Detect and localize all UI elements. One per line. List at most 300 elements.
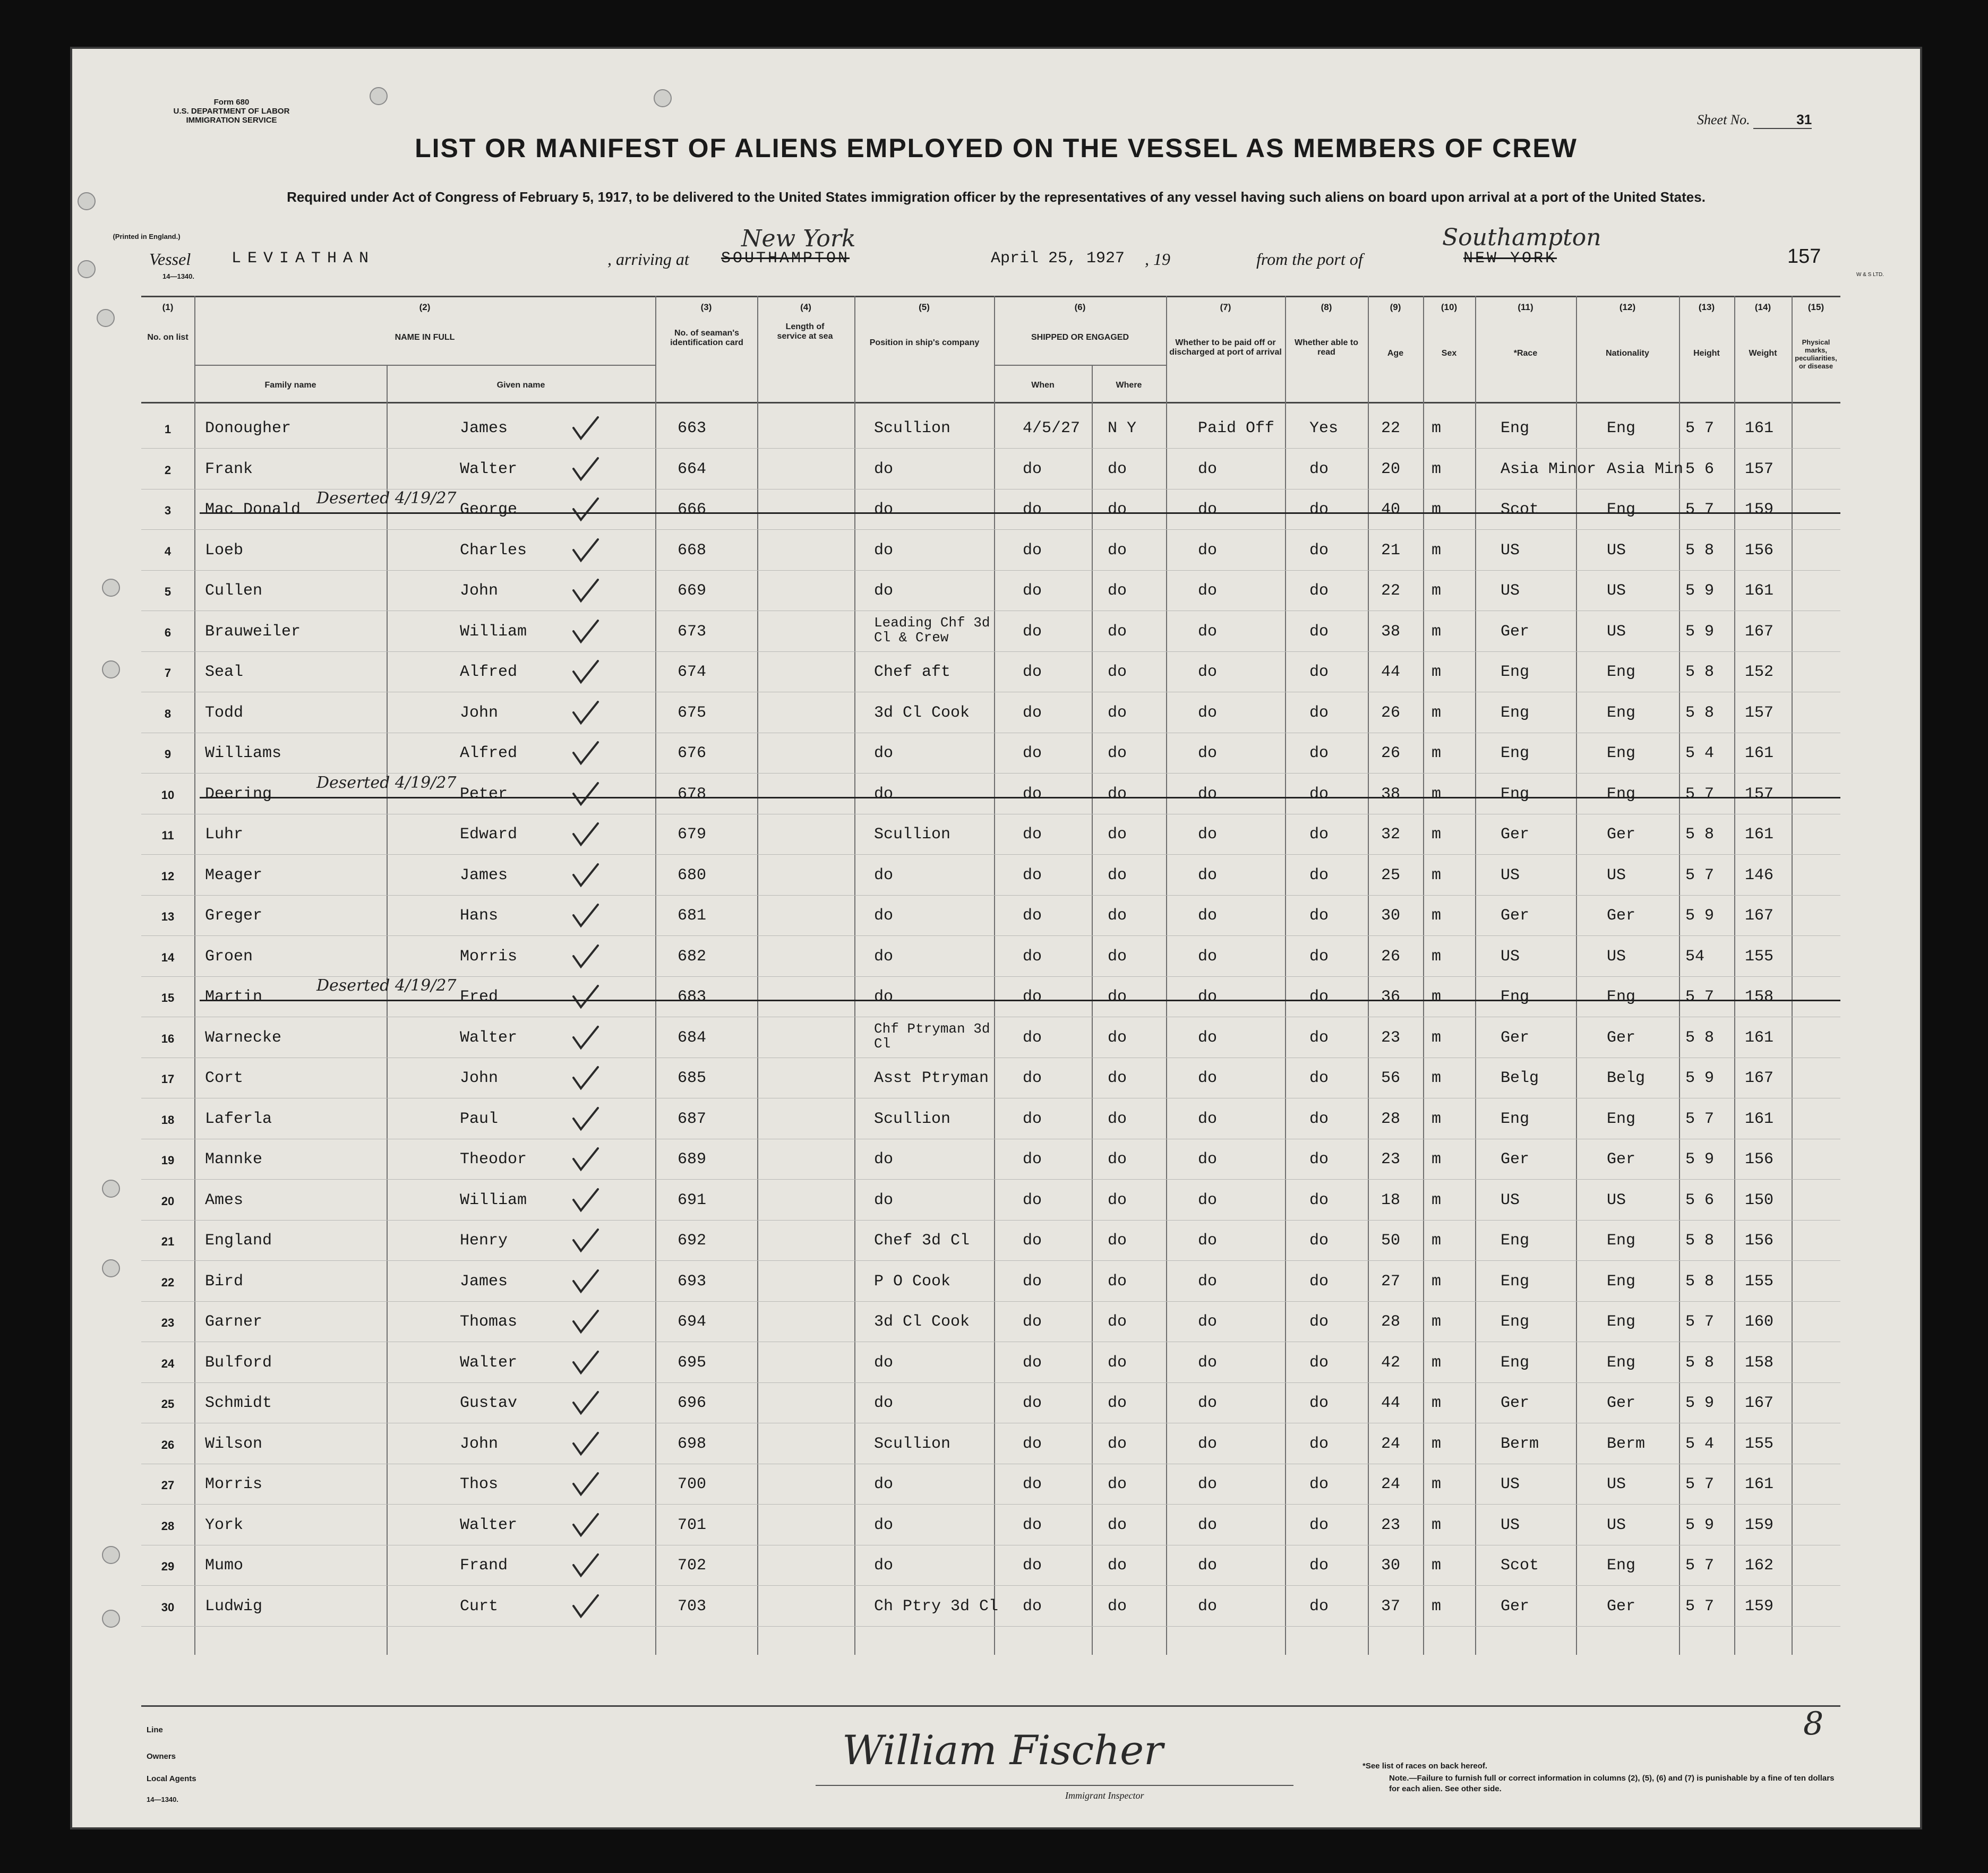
cell-age: 22 <box>1381 582 1401 600</box>
cell-family: Seal <box>205 663 244 681</box>
cell-weight: 161 <box>1745 744 1774 762</box>
cell-read: do <box>1309 541 1329 560</box>
cell-sex: m <box>1432 1597 1442 1616</box>
cell-position: Scullion <box>874 419 951 437</box>
footer-agents-label: Local Agents <box>147 1774 196 1783</box>
punch-hole <box>78 260 96 278</box>
cell-card: 693 <box>678 1272 707 1291</box>
cell-position: 3d Cl Cook <box>874 703 970 722</box>
cell-position: Ch Ptry 3d Cl <box>874 1597 999 1616</box>
header-height: Height <box>1693 349 1720 358</box>
cell-no: 5 <box>164 585 172 598</box>
cell-given: William <box>460 622 527 641</box>
punch-hole <box>102 660 120 678</box>
cell-paid: do <box>1198 785 1218 803</box>
cell-weight: 162 <box>1745 1557 1774 1575</box>
cell-given: Edward <box>460 826 518 844</box>
cell-race: Eng <box>1501 1353 1530 1372</box>
cell-no: 14 <box>161 950 175 964</box>
cell-no: 2 <box>164 463 172 477</box>
deserted-annotation: Deserted 4/19/27 <box>316 489 457 508</box>
cell-paid: do <box>1198 988 1218 1006</box>
cell-when: do <box>1023 1516 1042 1534</box>
cell-nat: Ger <box>1607 1597 1636 1616</box>
cell-where: do <box>1108 1191 1127 1209</box>
cell-when: do <box>1023 1069 1042 1087</box>
cell-when: do <box>1023 744 1042 762</box>
cell-nat: US <box>1607 1516 1626 1534</box>
cell-no: 9 <box>164 748 172 761</box>
cell-race: Eng <box>1501 419 1530 437</box>
cell-when: do <box>1023 785 1042 803</box>
table-row <box>141 857 1840 897</box>
from-port-typed: NEW YORK <box>1463 250 1557 268</box>
sheet-number-block <box>1697 111 1812 129</box>
cell-where: do <box>1108 1353 1127 1372</box>
table-row <box>141 1141 1840 1181</box>
cell-given: Walter <box>460 460 518 478</box>
cell-sex: m <box>1432 1313 1442 1331</box>
cell-position: do <box>874 744 894 762</box>
cell-weight: 161 <box>1745 582 1774 600</box>
cell-height: 5 7 <box>1685 1597 1715 1616</box>
cell-given: John <box>460 703 499 722</box>
page-number: 157 <box>1787 245 1821 268</box>
cell-family: Martin <box>205 988 263 1006</box>
cell-card: 696 <box>678 1394 707 1412</box>
row-rule <box>141 854 1840 855</box>
row-rule <box>141 935 1840 936</box>
cell-sex: m <box>1432 1516 1442 1534</box>
cell-position: do <box>874 460 894 478</box>
cell-given: Charles <box>460 541 527 560</box>
cell-family: Loeb <box>205 541 244 560</box>
cell-given: Curt <box>460 1597 499 1616</box>
header-id-card: No. of seaman's identification card <box>670 329 743 347</box>
cell-height: 5 8 <box>1685 826 1715 844</box>
cell-card: 700 <box>678 1475 707 1493</box>
arriving-label: , arriving at <box>607 250 689 269</box>
cell-height: 5 7 <box>1685 419 1715 437</box>
row-rule <box>141 1626 1840 1627</box>
cell-paid: do <box>1198 1597 1218 1616</box>
header-able-read: Whether able to read <box>1294 338 1358 357</box>
cell-card: 676 <box>678 744 707 762</box>
note-races: *See list of races on back hereof. <box>1363 1762 1488 1771</box>
row-rule <box>141 1382 1840 1383</box>
cell-height: 5 7 <box>1685 988 1715 1006</box>
cell-family: Morris <box>205 1475 263 1493</box>
cell-nat: Eng <box>1607 663 1636 681</box>
cell-weight: 156 <box>1745 1150 1774 1169</box>
cell-no: 16 <box>161 1032 175 1045</box>
row-rule <box>141 570 1840 571</box>
cell-nat: Ger <box>1607 1394 1636 1412</box>
cell-when: do <box>1023 1394 1042 1412</box>
cell-card: 663 <box>678 419 707 437</box>
cell-weight: 167 <box>1745 622 1774 641</box>
cell-position: do <box>874 785 894 803</box>
cell-read: do <box>1309 1557 1329 1575</box>
cell-family: Williams <box>205 744 282 762</box>
cell-when: do <box>1023 907 1042 925</box>
cell-no: 7 <box>164 666 172 680</box>
deserted-annotation: Deserted 4/19/27 <box>316 773 457 792</box>
cell-card: 683 <box>678 988 707 1006</box>
cell-when: do <box>1023 1150 1042 1169</box>
cell-sex: m <box>1432 1475 1442 1493</box>
cell-nat: US <box>1607 541 1626 560</box>
cell-age: 42 <box>1381 1353 1401 1372</box>
cell-height: 5 8 <box>1685 1028 1715 1047</box>
cell-given: Peter <box>460 785 508 803</box>
table-row <box>141 978 1840 1019</box>
cell-sex: m <box>1432 582 1442 600</box>
cell-no: 15 <box>161 991 175 1004</box>
cell-age: 24 <box>1381 1475 1401 1493</box>
cell-where: N Y <box>1108 419 1137 437</box>
footer-owners-label: Owners <box>147 1752 176 1761</box>
row-rule <box>141 1301 1840 1302</box>
cell-paid: do <box>1198 1191 1218 1209</box>
cell-paid: do <box>1198 744 1218 762</box>
cell-read: do <box>1309 1150 1329 1169</box>
cell-when: do <box>1023 1353 1042 1372</box>
cell-card: 666 <box>678 501 707 519</box>
cell-position: do <box>874 582 894 600</box>
cell-where: do <box>1108 1394 1127 1412</box>
cell-height: 5 4 <box>1685 1434 1715 1453</box>
cell-age: 37 <box>1381 1597 1401 1616</box>
cell-family: Mannke <box>205 1150 263 1169</box>
arriving-hand: New York <box>741 225 856 252</box>
cell-race: Eng <box>1501 988 1530 1006</box>
cell-given: James <box>460 1272 508 1291</box>
cell-no: 3 <box>164 504 172 517</box>
punch-hole <box>102 1610 120 1628</box>
cell-sex: m <box>1432 826 1442 844</box>
cell-given: Morris <box>460 947 518 966</box>
cell-weight: 150 <box>1745 1191 1774 1209</box>
cell-given: Frand <box>460 1557 508 1575</box>
cell-age: 28 <box>1381 1110 1401 1128</box>
cell-race: US <box>1501 582 1520 600</box>
cell-no: 28 <box>161 1519 175 1533</box>
cell-nat: Eng <box>1607 785 1636 803</box>
from-port-hand: Southampton <box>1442 224 1601 251</box>
cell-age: 44 <box>1381 663 1401 681</box>
cell-card: 681 <box>678 907 707 925</box>
col-num: (15) <box>1807 302 1824 312</box>
col-num: (8) <box>1321 302 1332 312</box>
cell-card: 669 <box>678 582 707 600</box>
cell-race: US <box>1501 866 1520 884</box>
cell-race: Eng <box>1501 703 1530 722</box>
table-row <box>141 735 1840 775</box>
row-rule <box>141 1504 1840 1505</box>
cell-race: Ger <box>1501 826 1530 844</box>
cell-read: do <box>1309 1475 1329 1493</box>
cell-given: Gustav <box>460 1394 518 1412</box>
cell-paid: do <box>1198 541 1218 560</box>
cell-where: do <box>1108 582 1127 600</box>
cell-sex: m <box>1432 744 1442 762</box>
page-mark: 8 <box>1803 1705 1824 1742</box>
cell-no: 25 <box>161 1397 175 1411</box>
checkmark-icon <box>571 821 600 848</box>
cell-when: do <box>1023 1597 1042 1616</box>
table-row <box>141 1019 1840 1060</box>
header-nationality: Nationality <box>1606 349 1649 358</box>
cell-where: do <box>1108 460 1127 478</box>
cell-card: 674 <box>678 663 707 681</box>
header-name-in-full: NAME IN FULL <box>395 333 455 342</box>
cell-sex: m <box>1432 1028 1442 1047</box>
cell-weight: 161 <box>1745 826 1774 844</box>
cell-card: 695 <box>678 1353 707 1372</box>
cell-card: 680 <box>678 866 707 884</box>
cell-given: John <box>460 1434 499 1453</box>
checkmark-icon <box>571 862 600 889</box>
cell-when: do <box>1023 1313 1042 1331</box>
cell-paid: do <box>1198 622 1218 641</box>
cell-paid: do <box>1198 1272 1218 1291</box>
cell-race: Eng <box>1501 744 1530 762</box>
checkmark-icon <box>571 1146 600 1173</box>
cell-weight: 158 <box>1745 988 1774 1006</box>
header-position: Position in ship's company <box>869 338 980 347</box>
cell-weight: 155 <box>1745 1272 1774 1291</box>
table-row <box>141 816 1840 856</box>
cell-age: 28 <box>1381 1313 1401 1331</box>
cell-where: do <box>1108 1313 1127 1331</box>
cell-read: do <box>1309 826 1329 844</box>
cell-read: do <box>1309 1434 1329 1453</box>
subtitle: Required under Act of Congress of February 5, 1917, to be delivered to the United States immigration officer by the representatives of any vessel having such aliens on board upon arrival at a port of the United States. <box>287 189 1706 205</box>
col-num: (6) <box>1074 302 1086 312</box>
cell-where: do <box>1108 1028 1127 1047</box>
cell-paid: do <box>1198 1313 1218 1331</box>
footer-line-label: Line <box>147 1725 163 1734</box>
table-row <box>141 613 1840 654</box>
note-fine: Note.—Failure to furnish full or correct information in columns (2), (5), (6) and (7) is punishable by a fine of ten dollars for each alien. See other side. <box>1389 1774 1835 1793</box>
cell-given: Thos <box>460 1475 499 1493</box>
checkmark-icon <box>571 1471 600 1498</box>
cell-read: do <box>1309 501 1329 519</box>
cell-sex: m <box>1432 866 1442 884</box>
cell-where: do <box>1108 1272 1127 1291</box>
cell-given: Walter <box>460 1516 518 1534</box>
cell-paid: do <box>1198 663 1218 681</box>
cell-weight: 157 <box>1745 460 1774 478</box>
cell-no: 10 <box>161 788 175 802</box>
checkmark-icon <box>571 415 600 442</box>
vessel-label: Vessel <box>149 250 191 269</box>
cell-card: 682 <box>678 947 707 966</box>
checkmark-icon <box>571 740 600 767</box>
cell-position: do <box>874 1150 894 1169</box>
cell-sex: m <box>1432 1394 1442 1412</box>
cell-weight: 155 <box>1745 1434 1774 1453</box>
table-row <box>141 1466 1840 1506</box>
manifest-sheet <box>70 47 1922 1829</box>
cell-race: Belg <box>1501 1069 1539 1087</box>
name-sub-divider <box>194 365 655 366</box>
cell-where: do <box>1108 501 1127 519</box>
cell-height: 5 9 <box>1685 1150 1715 1169</box>
cell-sex: m <box>1432 1353 1442 1372</box>
cell-sex: m <box>1432 785 1442 803</box>
cell-when: do <box>1023 1557 1042 1575</box>
table-row <box>141 773 1840 816</box>
cell-when: do <box>1023 541 1042 560</box>
cell-family: Cullen <box>205 582 263 600</box>
form-code: 14—1340. <box>162 272 194 280</box>
cell-read: do <box>1309 1069 1329 1087</box>
cell-race: Eng <box>1501 1313 1530 1331</box>
cell-family: Warnecke <box>205 1028 282 1047</box>
cell-height: 5 9 <box>1685 1394 1715 1412</box>
cell-given: Theodor <box>460 1150 527 1169</box>
cell-height: 5 7 <box>1685 501 1715 519</box>
cell-nat: US <box>1607 1191 1626 1209</box>
cell-nat: Eng <box>1607 501 1636 519</box>
cell-sex: m <box>1432 460 1442 478</box>
cell-family: Mac Donald <box>205 501 301 519</box>
cell-position: do <box>874 1557 894 1575</box>
arriving-typed: SOUTHAMPTON <box>721 250 850 268</box>
cell-given: Thomas <box>460 1313 518 1331</box>
cell-read: do <box>1309 1516 1329 1534</box>
cell-position: do <box>874 1191 894 1209</box>
cell-where: do <box>1108 1232 1127 1250</box>
inspector-label: Immigrant Inspector <box>1065 1790 1144 1801</box>
cell-no: 4 <box>164 544 172 558</box>
cell-nat: US <box>1607 622 1626 641</box>
cell-age: 20 <box>1381 460 1401 478</box>
cell-nat: Eng <box>1607 744 1636 762</box>
cell-sex: m <box>1432 1110 1442 1128</box>
row-rule <box>141 651 1840 652</box>
table-row <box>141 1101 1840 1141</box>
cell-race: Scot <box>1501 501 1539 519</box>
table-row <box>141 1344 1840 1385</box>
cell-when: do <box>1023 1028 1042 1047</box>
cell-no: 12 <box>161 869 175 883</box>
cell-read: do <box>1309 703 1329 722</box>
strike-through-line <box>200 797 1840 798</box>
cell-sex: m <box>1432 1069 1442 1087</box>
strike-through-line <box>200 512 1840 514</box>
cell-height: 5 8 <box>1685 703 1715 722</box>
cell-race: Asia Minor <box>1501 460 1597 478</box>
cell-height: 5 7 <box>1685 1475 1715 1493</box>
table-row <box>141 1303 1840 1344</box>
cell-paid: do <box>1198 826 1218 844</box>
cell-age: 26 <box>1381 947 1401 966</box>
cell-paid: do <box>1198 1394 1218 1412</box>
cell-given: Walter <box>460 1028 518 1047</box>
cell-where: do <box>1108 744 1127 762</box>
cell-race: Ger <box>1501 1028 1530 1047</box>
col-num: (14) <box>1754 302 1771 312</box>
cell-nat: Eng <box>1607 1557 1636 1575</box>
cell-card: 691 <box>678 1191 707 1209</box>
cell-position: do <box>874 866 894 884</box>
cell-nat: Eng <box>1607 1353 1636 1372</box>
cell-paid: Paid Off <box>1198 419 1275 437</box>
cell-sex: m <box>1432 541 1442 560</box>
cell-given: George <box>460 501 518 519</box>
cell-card: 664 <box>678 460 707 478</box>
cell-age: 23 <box>1381 1150 1401 1169</box>
checkmark-icon <box>571 618 600 645</box>
cell-no: 30 <box>161 1600 175 1614</box>
cell-weight: 167 <box>1745 1069 1774 1087</box>
cell-age: 21 <box>1381 541 1401 560</box>
table-row <box>141 572 1840 613</box>
cell-card: 668 <box>678 541 707 560</box>
checkmark-icon <box>571 578 600 604</box>
page-title: LIST OR MANIFEST OF ALIENS EMPLOYED ON THE VESSEL AS MEMBERS OF CREW <box>415 133 1578 163</box>
cell-race: US <box>1501 947 1520 966</box>
cell-when: do <box>1023 663 1042 681</box>
cell-family: Ames <box>205 1191 244 1209</box>
cell-where: do <box>1108 988 1127 1006</box>
cell-when: do <box>1023 501 1042 519</box>
cell-when: do <box>1023 1434 1042 1453</box>
cell-age: 50 <box>1381 1232 1401 1250</box>
cell-no: 29 <box>161 1560 175 1573</box>
row-rule <box>141 1260 1840 1261</box>
cell-weight: 156 <box>1745 1232 1774 1250</box>
service: IMMIGRATION SERVICE <box>186 116 277 125</box>
checkmark-icon <box>571 659 600 685</box>
checkmark-icon <box>571 903 600 929</box>
vessel-name: LEVIATHAN <box>232 250 375 268</box>
cell-sex: m <box>1432 1434 1442 1453</box>
checkmark-icon <box>571 1187 600 1214</box>
cell-height: 5 8 <box>1685 1353 1715 1372</box>
cell-family: Deering <box>205 785 272 803</box>
cell-height: 5 8 <box>1685 1272 1715 1291</box>
footer-code: 14—1340. <box>147 1795 178 1803</box>
col-num: (10) <box>1441 302 1458 312</box>
cell-nat: Eng <box>1607 703 1636 722</box>
col-num: (7) <box>1220 302 1231 312</box>
cell-height: 5 4 <box>1685 744 1715 762</box>
printed-note: (Printed in England.) <box>113 233 181 240</box>
cell-read: do <box>1309 744 1329 762</box>
checkmark-icon <box>571 1309 600 1335</box>
cell-nat: Belg <box>1607 1069 1646 1087</box>
cell-position: do <box>874 947 894 966</box>
table-row <box>141 1588 1840 1628</box>
header-weight: Weight <box>1749 349 1777 358</box>
cell-read: do <box>1309 622 1329 641</box>
cell-family: Groen <box>205 947 253 966</box>
cell-card: 685 <box>678 1069 707 1087</box>
punch-hole <box>102 1546 120 1564</box>
cell-position: Asst Ptryman <box>874 1069 989 1087</box>
row-rule <box>141 1179 1840 1180</box>
cell-weight: 157 <box>1745 785 1774 803</box>
cell-position: Chef aft <box>874 663 951 681</box>
cell-given: Paul <box>460 1110 499 1128</box>
cell-position: P O Cook <box>874 1272 951 1291</box>
cell-given: Alfred <box>460 663 518 681</box>
cell-paid: do <box>1198 460 1218 478</box>
